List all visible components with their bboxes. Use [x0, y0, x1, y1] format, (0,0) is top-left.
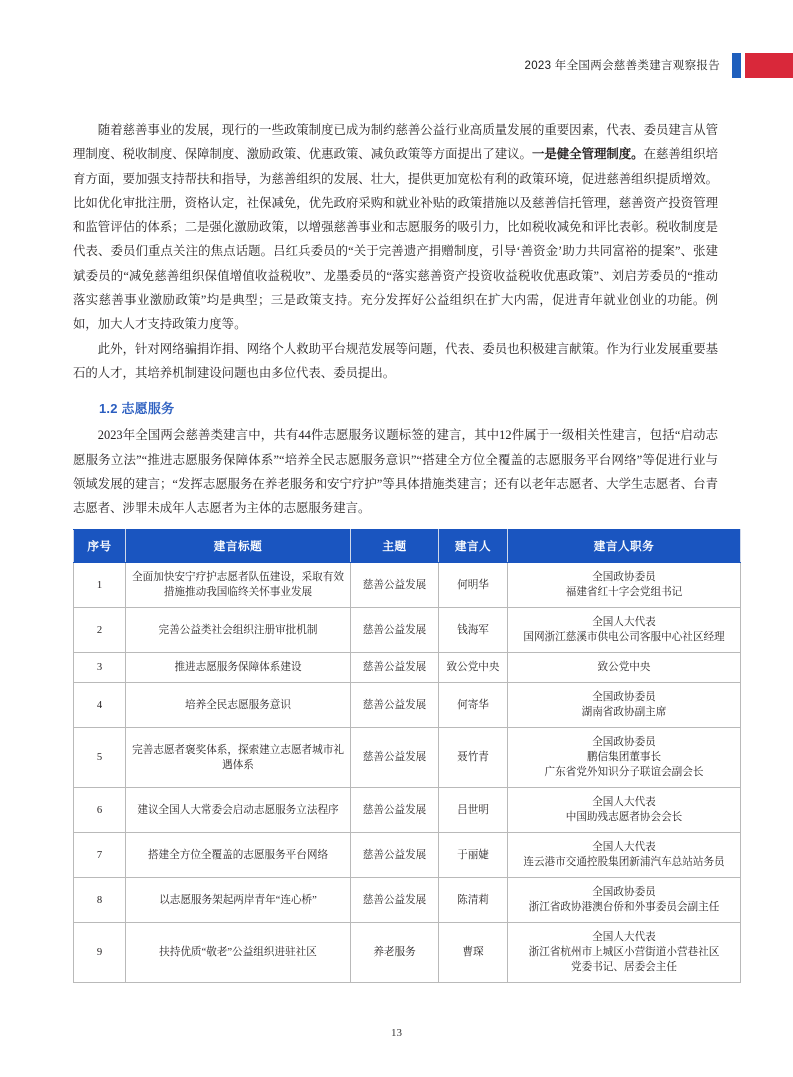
paragraph-1-segment-2: 在慈善组织培育方面，要加强支持帮扶和指导，为慈善组织的发展、壮大，提供更加宽松有利的政策环境，促进慈善组织提质增效。比如优化审批注册，资格认定，社保减免，优先政府采购和就业补贴的政策措施以及慈善信托管理，慈善资产投资管理和监管评估的体系；二是强化激励政策，以增强慈善事业和志愿服务的吸引力，比如税收减免和评比表彰。税收制度是代表、委员们重点关注的焦点话题。吕红兵委员的“关于完善遗产捐赠制度，引导‘善资金’助力共同富裕的提案”、张建斌委员的“减免慈善组织保值增值收益税收”、龙墨委员的“落实慈善资产投资收益税收优惠政策”、刘启芳委员的“推动落实慈善事业激励政策”均是典型；三是政策支持。充分发挥好公益组织在扩大内需，促进青年就业创业的功能。例如，加大人才支持政策力度等。 — [73, 147, 719, 332]
suggestions-table — [73, 529, 741, 983]
page-footer — [0, 1027, 793, 1039]
cell-title: 培养全民志愿服务意识 — [126, 683, 351, 728]
cell-index: 9 — [74, 923, 126, 983]
role-line: 全国政协委员 — [592, 572, 656, 583]
cell-title: 全面加快安宁疗护志愿者队伍建设，采取有效措施推动我国临终关怀事业发展 — [126, 563, 351, 608]
column-header-role: 建言人职务 — [508, 530, 741, 563]
cell-person: 钱海军 — [439, 608, 508, 653]
cell-person: 聂竹青 — [439, 728, 508, 788]
cell-person: 吕世明 — [439, 788, 508, 833]
brand-logo — [732, 53, 793, 78]
role-line: 浙江省杭州市上城区小营街道小营巷社区 — [528, 947, 720, 958]
role-line: 全国人大代表 — [592, 932, 656, 943]
cell-title: 扶持优质“敬老”公益组织进驻社区 — [126, 923, 351, 983]
page-header — [0, 50, 793, 80]
cell-role — [508, 563, 741, 608]
table-row — [74, 563, 741, 608]
cell-topic: 慈善公益发展 — [351, 683, 439, 728]
cell-topic: 慈善公益发展 — [351, 653, 439, 683]
role-line: 全国人大代表 — [592, 842, 656, 853]
role-line: 连云港市交通控股集团新浦汽车总站站务员 — [523, 857, 725, 868]
cell-role — [508, 923, 741, 983]
role-line: 致公党中央 — [597, 662, 651, 673]
cell-role — [508, 728, 741, 788]
cell-index: 5 — [74, 728, 126, 788]
cell-role — [508, 653, 741, 683]
table-body — [74, 563, 741, 983]
table-row — [74, 653, 741, 683]
table-row — [74, 608, 741, 653]
logo-blue-bar — [732, 53, 741, 78]
cell-topic: 慈善公益发展 — [351, 788, 439, 833]
cell-index: 4 — [74, 683, 126, 728]
cell-index: 1 — [74, 563, 126, 608]
table-row — [74, 923, 741, 983]
cell-title: 完善公益类社会组织注册审批机制 — [126, 608, 351, 653]
cell-topic: 慈善公益发展 — [351, 563, 439, 608]
table-row — [74, 878, 741, 923]
cell-role — [508, 833, 741, 878]
role-line: 中国助残志愿者协会会长 — [565, 812, 683, 823]
cell-index: 3 — [74, 653, 126, 683]
page-number: 13 — [391, 1027, 402, 1039]
cell-role — [508, 683, 741, 728]
table-row — [74, 833, 741, 878]
role-line: 福建省红十字会党组书记 — [565, 587, 683, 598]
cell-topic: 慈善公益发展 — [351, 833, 439, 878]
table-header-row — [74, 530, 741, 563]
role-line: 广东省党外知识分子联谊会副会长 — [544, 767, 704, 778]
paragraph-online-fraud: 此外，针对网络骗捐诈捐、网络个人救助平台规范发展等问题，代表、委员也积极建言献策。作为行业发展重要基石的人才，其培养机制建设问题也由多位代表、委员提出。 — [73, 341, 718, 380]
suggestions-table-wrapper — [73, 529, 725, 983]
logo-red-bar — [745, 53, 793, 78]
role-line: 湖南省政协副主席 — [581, 707, 667, 718]
cell-topic: 慈善公益发展 — [351, 608, 439, 653]
cell-person: 致公党中央 — [439, 653, 508, 683]
table-row — [74, 788, 741, 833]
cell-person: 何明华 — [439, 563, 508, 608]
paragraph-policy-systems — [73, 118, 718, 337]
cell-topic: 慈善公益发展 — [351, 728, 439, 788]
cell-person: 曹琛 — [439, 923, 508, 983]
cell-index: 8 — [74, 878, 126, 923]
header-title: 2023 年全国两会慈善类建言观察报告 — [524, 60, 720, 72]
cell-role — [508, 788, 741, 833]
table-row — [74, 683, 741, 728]
column-header-topic: 主题 — [351, 530, 439, 563]
role-line: 鹏信集团董事长 — [586, 752, 662, 763]
paragraph-1-segment-1: 随着慈善事业的发展，现行的一些政策制度已成为制约慈善公益行业高质量发展的重要因素，代表、委员建言从管理制度、税收制度、保障制度、激励政策、优惠政策、减负政策等方面提出了建议。 — [73, 123, 718, 162]
cell-person: 陈清莉 — [439, 878, 508, 923]
cell-role — [508, 878, 741, 923]
column-header-person: 建言人 — [439, 530, 508, 563]
cell-index: 7 — [74, 833, 126, 878]
column-header-title: 建言标题 — [126, 530, 351, 563]
cell-title: 完善志愿者褒奖体系，探索建立志愿者城市礼遇体系 — [126, 728, 351, 788]
cell-index: 6 — [74, 788, 126, 833]
cell-role — [508, 608, 741, 653]
paragraph-1-emphasis: 一是健全管理制度。 — [531, 147, 644, 162]
cell-title: 推进志愿服务保障体系建设 — [126, 653, 351, 683]
cell-topic: 慈善公益发展 — [351, 878, 439, 923]
role-line: 全国人大代表 — [592, 797, 656, 808]
cell-person: 于丽婕 — [439, 833, 508, 878]
role-line: 全国政协委员 — [592, 887, 656, 898]
table-row — [74, 728, 741, 788]
role-line: 党委书记、居委会主任 — [571, 962, 677, 973]
role-line: 全国政协委员 — [592, 737, 656, 748]
paragraph-volunteer-stats: 2023年全国两会慈善类建言中，共有44件志愿服务议题标签的建言，其中12件属于一级相关性建言，包括“启动志愿服务立法”“推进志愿服务保障体系”“培养全民志愿服务意识”“搭建全方位全覆盖的志愿服务平台网络”等促进行业与领域发展的建言；“发挥志愿服务在养老服务和安宁疗护”等具体措施类建言；还有以老年志愿者、大学生志愿者、台青志愿者、涉罪未成年人志愿者为主体的志愿服务建言。 — [73, 428, 718, 516]
cell-title: 搭建全方位全覆盖的志愿服务平台网络 — [126, 833, 351, 878]
section-heading-volunteer-service: 1.2 志愿服务 — [99, 401, 175, 417]
cell-topic: 养老服务 — [351, 923, 439, 983]
table-head — [74, 530, 741, 563]
cell-title: 建议全国人大常委会启动志愿服务立法程序 — [126, 788, 351, 833]
cell-person: 何寄华 — [439, 683, 508, 728]
role-line: 全国政协委员 — [592, 692, 656, 703]
role-line: 国网浙江慈溪市供电公司客服中心社区经理 — [523, 632, 725, 643]
document-body — [73, 118, 718, 520]
role-line: 全国人大代表 — [592, 617, 656, 628]
role-line: 浙江省政协港澳台侨和外事委员会副主任 — [528, 902, 720, 913]
column-header-index: 序号 — [74, 530, 126, 563]
cell-title: 以志愿服务架起两岸青年“连心桥” — [126, 878, 351, 923]
cell-index: 2 — [74, 608, 126, 653]
